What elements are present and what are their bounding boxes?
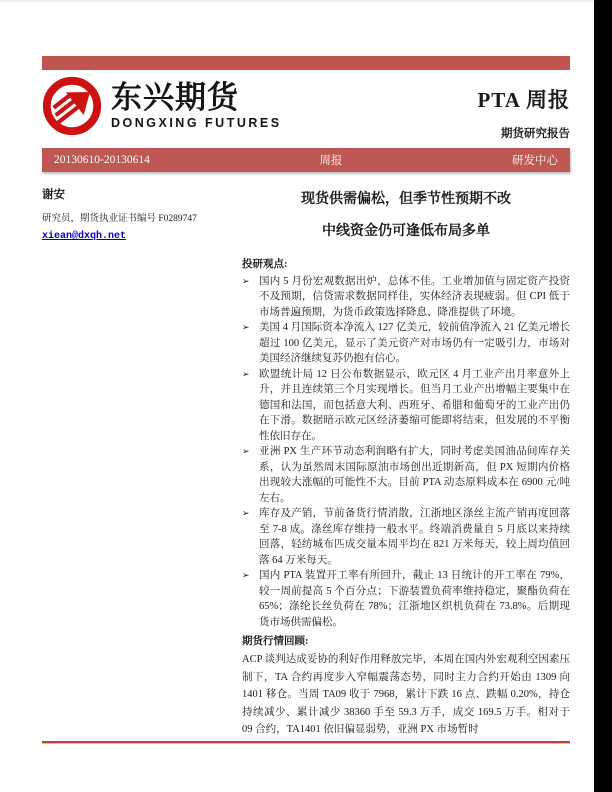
viewpoint-item (242, 274, 570, 321)
analyst-block (42, 186, 238, 243)
viewpoint-text: 国内 PTA 装置开工率有所回升，截止 13 日统计的开工率在 79%，较一周前提高 5 个百分点；下游装置负荷率维持稳定，聚酯负荷在 65%；涤纶长丝负荷在 78%；江浙地区织机负荷在 73.8%。后期现货市场供需偏松。 (259, 570, 570, 628)
viewpoint-text: 欧盟统计局 12 日公布数据显示，欧元区 4 月工业产出月率意外上升，并且连续第三个月实现增长。但当月工业产出增幅主要集中在德国和法国，而包括意大利、西班牙、希腊和葡萄牙的工业产出仍在下滑。数据暗示欧元区经济萎缩可能即将结束，但发展的不平衡性依旧存在。 (259, 368, 570, 442)
viewpoint-text: 库存及产销，节前备货行情消散，江浙地区涤丝主流产销再度回落至 7-8 成。涤丝库存维持一般水平。终端消费量自 5 月底以来持续回落，轻纺城布匹成交量本周平均在 821 万米每天，较上周均值回落 64 万米每天。 (259, 508, 570, 566)
report-title: PTA 周报 (477, 88, 570, 112)
report-header (42, 76, 570, 142)
viewpoints-list (242, 274, 570, 631)
viewpoints-heading: 投研观点: (242, 258, 288, 270)
viewpoint-item (242, 506, 570, 568)
report-body (242, 192, 570, 739)
viewpoint-item (242, 367, 570, 445)
report-meta (477, 84, 570, 141)
footer-divider (42, 741, 570, 744)
analyst-name: 谢安 (42, 189, 65, 201)
brand-name-en: DONGXING FUTURES (111, 116, 282, 131)
doc-title-line2: 中线资金仍可逢低布局多单 (322, 224, 490, 240)
header-red-bar (42, 56, 570, 70)
dongxing-logo-icon (42, 76, 102, 136)
report-subtitle: 期货研究报告 (501, 128, 570, 140)
review-heading: 期货行情回顾: (242, 636, 309, 648)
viewpoint-text: 国内 5 月份宏观数据出炉，总体不佳。工业增加值与固定资产投资不及预期，信贷需求数据同样佳，实体经济表现疲弱。但 CPI 低于市场普遍预期，为货币政策选择降息、降准提供了环境。 (259, 275, 570, 318)
date-band (42, 148, 570, 172)
arrow-bullet-icon: ➢ (242, 447, 250, 458)
analyst-credential: 研究员，期货执业证书编号 F0289747 (42, 214, 197, 224)
viewpoint-item (242, 444, 570, 506)
viewpoint-text: 美国 4 月国际资本净流入 127 亿美元，较前值净流入 21 亿美元增长超过 100 亿美元，显示了美元资产对市场仍有一定吸引力，市场对美国经济继续复苏仍抱有信心。 (259, 322, 570, 365)
arrow-bullet-icon: ➢ (242, 571, 250, 582)
analyst-email-link[interactable]: xiean@dxqh.net (42, 231, 127, 242)
brand-name-cn: 东兴期货 (111, 79, 239, 115)
arrow-bullet-icon: ➢ (242, 369, 250, 380)
band-center-label: 周报 (319, 155, 343, 167)
page-edge-bar (594, 0, 612, 792)
page-top-edge (0, 0, 612, 2)
band-right-label: 研发中心 (512, 155, 558, 167)
arrow-bullet-icon: ➢ (242, 323, 250, 334)
viewpoint-item (242, 568, 570, 630)
viewpoint-text: 亚洲 PX 生产环节动态利润略有扩大，同时考虑美国油品间库存关系，认为虽然周末国际原油市场创出近期新高，但 PX 短期内价格出现较大涨幅的可能性不大。目前 PTA 动态原料成本在 6900 元/吨左右。 (259, 446, 570, 504)
viewpoint-item (242, 320, 570, 367)
brand-text (111, 79, 282, 131)
band-date-range: 20130610-20130614 (54, 154, 150, 166)
arrow-bullet-icon: ➢ (242, 509, 250, 520)
doc-title-line1: 现货供需偏松，但季节性预期不改 (301, 192, 511, 207)
review-paragraph: ACP 谈判达成妥协的利好作用释放完毕，本周在国内外宏观利空因素压制下，TA 合约再度步入窄幅震荡态势，同时主力合约开始由 1309 向 1401 移仓。当周 TA09 收于 7968，累计下跌 16 点、跌幅 0.20%，持仓持续减少、累计减少 38360 手至 59.3 万手，成交 169.5 万手。相对于 09 合约，TA1401 依旧偏显弱势，亚洲 PX 市场暂时 (242, 654, 570, 736)
arrow-bullet-icon: ➢ (242, 276, 250, 287)
